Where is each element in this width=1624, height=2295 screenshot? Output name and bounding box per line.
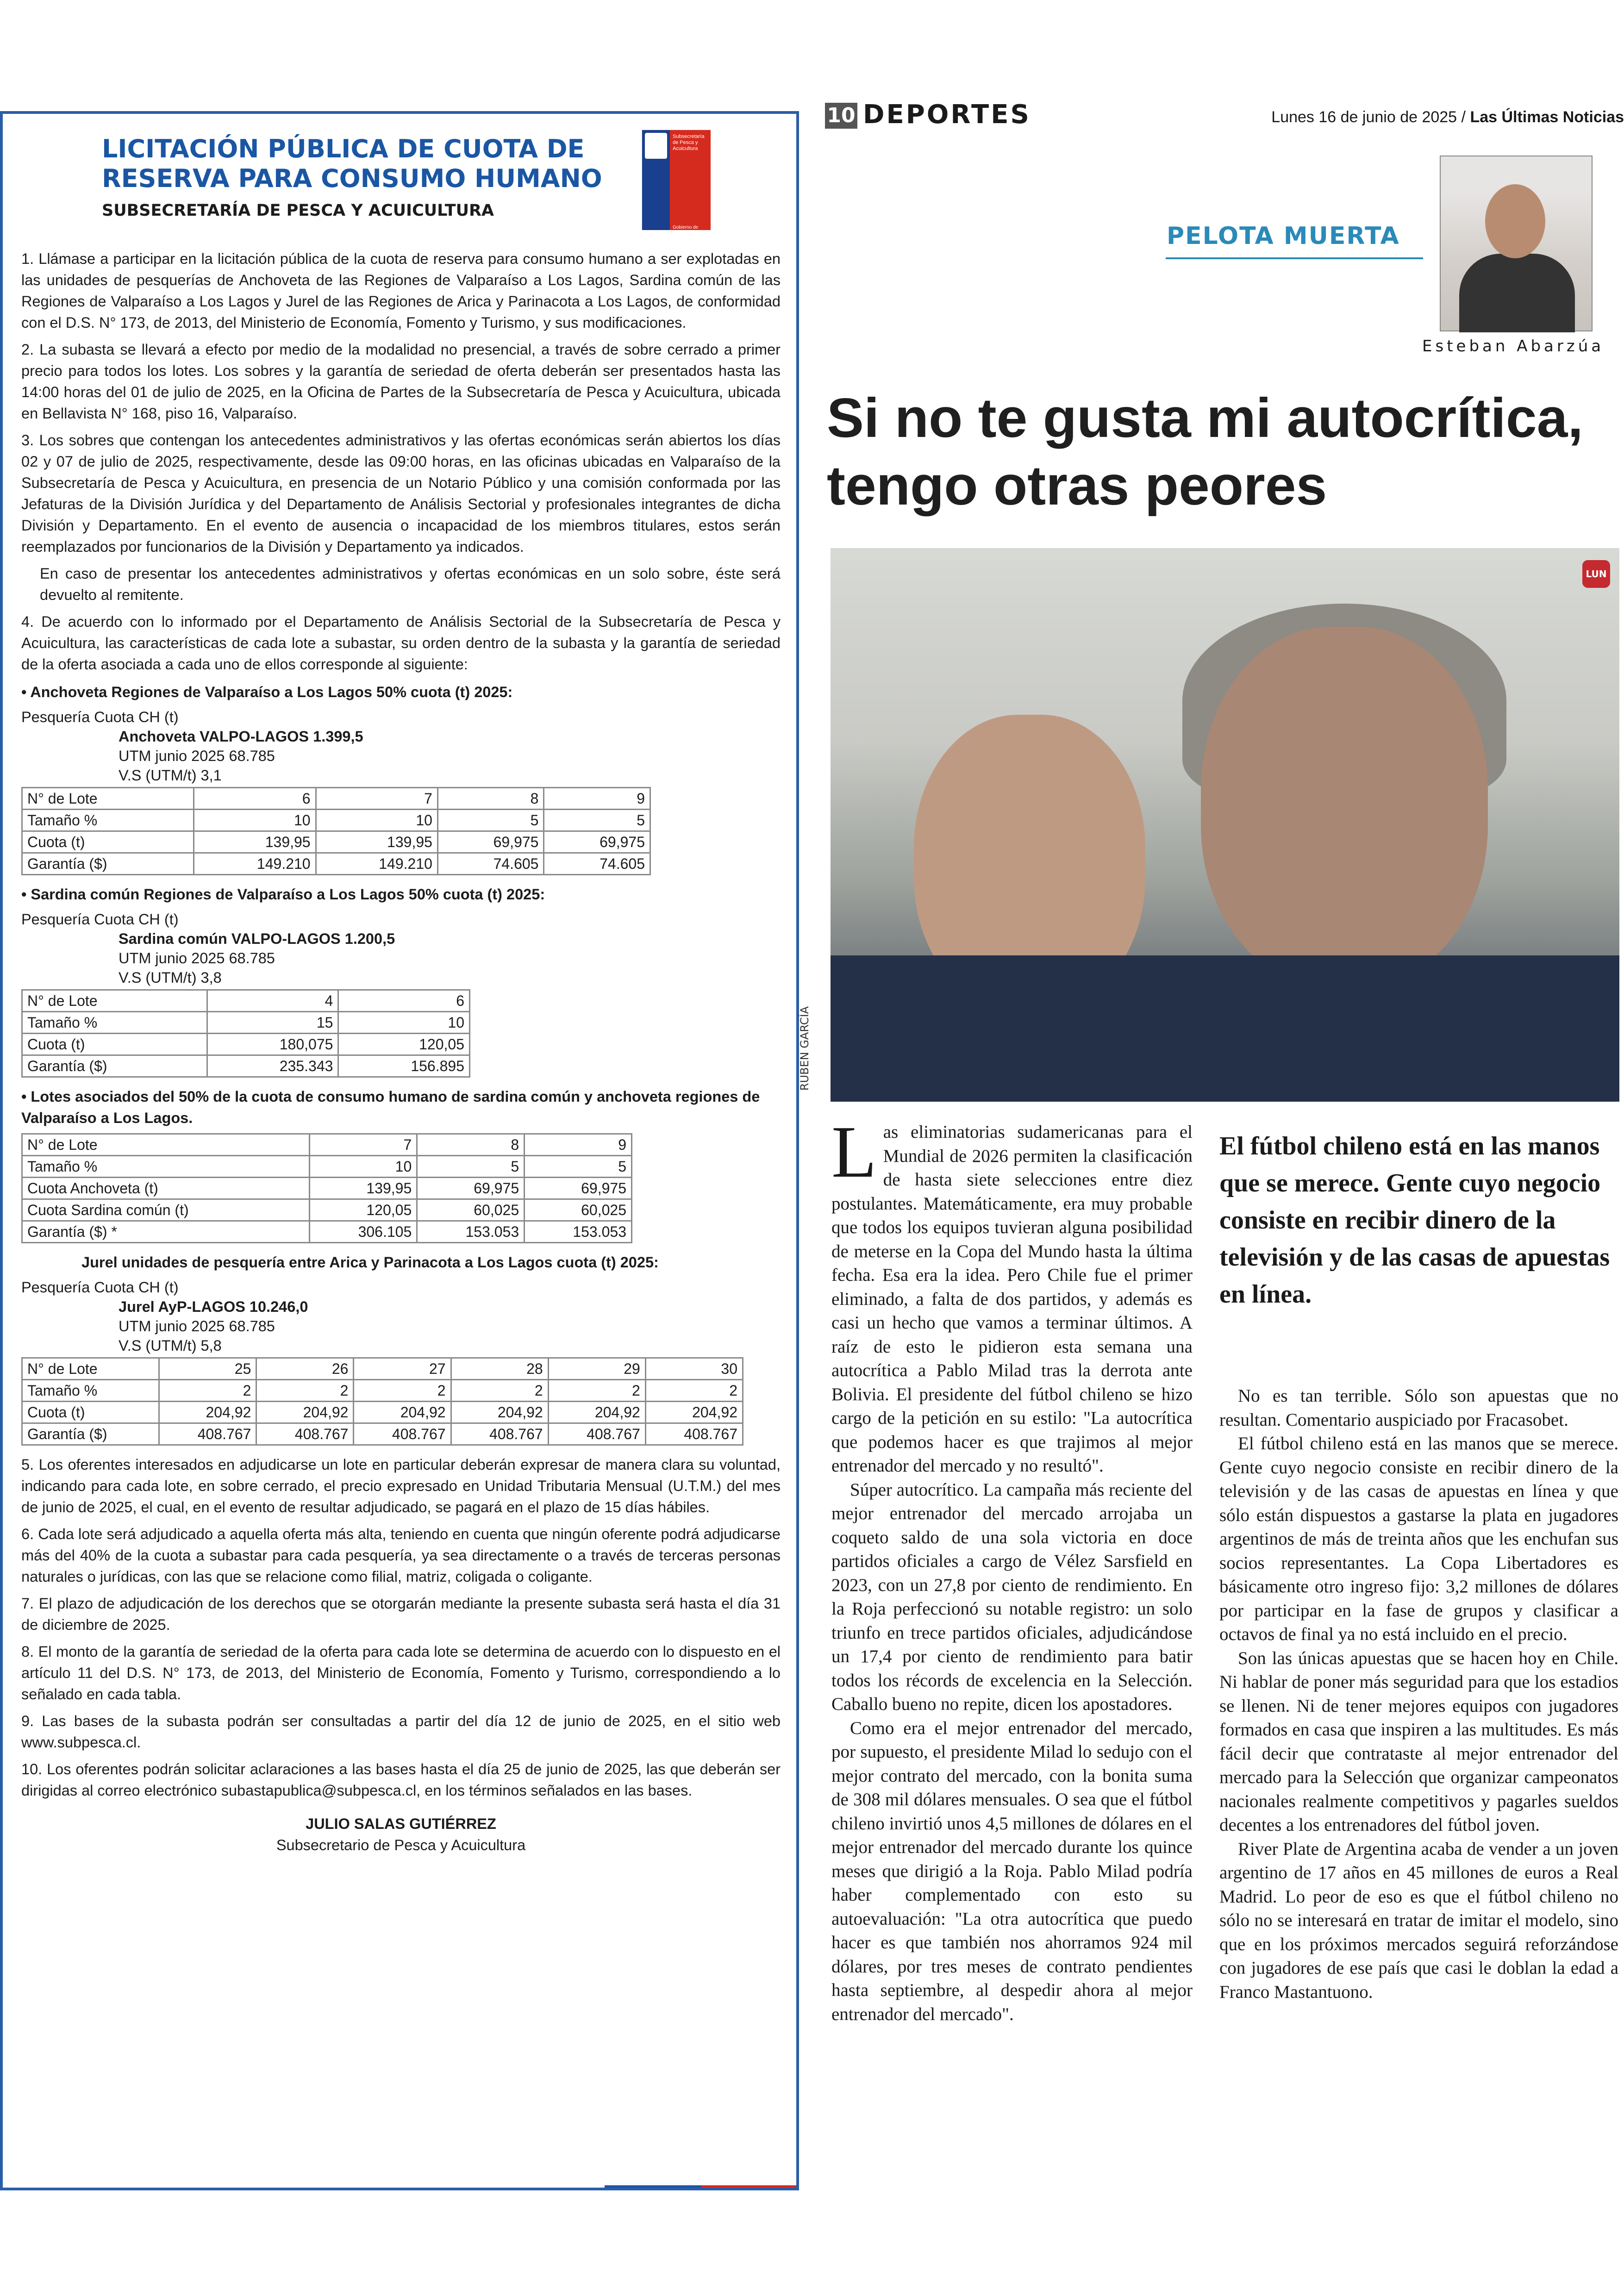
date-text: Lunes 16 de junio de 2025 /: [1271, 108, 1470, 126]
clause-10: 10. Los oferentes podrán solicitar aclaraciones a las bases hasta el día 25 de junio de 2025, las que deberán ser dirigidas al correo electrónico subastapublica@subpesca.cl, en los términos señalados en las bases.: [21, 1761, 781, 1799]
photo-figure: [1201, 627, 1488, 988]
row-label: N° de Lote: [22, 990, 207, 1012]
portrait-body: [1459, 254, 1575, 332]
headline-line2: tengo otras peores: [827, 455, 1327, 517]
info-line: Anchoveta VALPO-LAGOS 1.399,5: [119, 728, 363, 745]
table-row: [22, 1402, 743, 1423]
table-cell: 74.605: [544, 853, 650, 875]
notice-title-line1: LICITACIÓN PÚBLICA DE CUOTA DE: [102, 134, 585, 163]
section-name: DEPORTES: [863, 100, 1031, 130]
public-tender-notice: [0, 111, 799, 2190]
info-line: UTM junio 2025 68.785: [119, 1318, 275, 1335]
table-row: [22, 1055, 470, 1077]
table-cell: 15: [207, 1012, 338, 1034]
table-cell: 2: [256, 1380, 354, 1402]
clause-5: 5. Los oferentes interesados en adjudicarse un lote en particular deberán expresar de manera clara su voluntad, indicando para cada lote, en sobre cerrado, el precio expresado en Unidad Tributaria Mensual (U.T.M.) del mes de junio de 2025, el cual, en el evento de resultar adjudicado, se pagará en el plazo de 15 días hábiles.: [21, 1456, 781, 1515]
sardina-lots-table: [21, 989, 470, 1078]
table-row: [22, 853, 650, 875]
table-cell: 5: [544, 810, 650, 831]
portrait-face: [1485, 184, 1545, 258]
info-line: Jurel AyP-LAGOS 10.246,0: [119, 1298, 308, 1315]
row-label: Tamaño %: [22, 1012, 207, 1034]
table-cell: 8: [417, 1134, 525, 1156]
info-line: Pesquería Cuota CH (t): [21, 709, 179, 725]
table-cell: 204,92: [548, 1402, 645, 1423]
sardina-heading: • Sardina común Regiones de Valparaíso a Los Lagos 50% cuota (t) 2025:: [21, 886, 545, 903]
table-row: [22, 1221, 632, 1243]
row-label: Tamaño %: [22, 1380, 159, 1402]
article-paragraph: [831, 1110, 1193, 1478]
jurel-lots-table: [21, 1357, 743, 1446]
clause-3b: En caso de presentar los antecedentes administrativos y ofertas económicas en un solo sobre, éste será devuelto al remitente.: [40, 565, 781, 603]
table-cell: 69,975: [525, 1178, 632, 1199]
info-line: UTM junio 2025 68.785: [119, 950, 275, 967]
row-label: Tamaño %: [22, 810, 194, 831]
table-cell: 408.767: [256, 1423, 354, 1445]
table-cell: 120,05: [338, 1034, 470, 1055]
table-cell: 153.053: [525, 1221, 632, 1243]
clause-1: 1. Llámase a participar en la licitación pública de la cuota de reserva para consumo humano a ser explotadas en las unidades de pesquerías de Anchoveta de las Regiones de Valparaíso a Los Lagos, Sardina común de las Regiones de Valparaíso a Los Lagos y Jurel de las Regiones de Arica y Parinacota a Los Lagos, de conformidad con el D.S. N° 173, de 2013, del Ministerio de Economía, Fomento y Turismo, y sus modificaciones.: [21, 250, 781, 331]
logo-text: Subsecretaría de Pesca y Acuicultura: [673, 134, 705, 151]
sardina-info: [21, 910, 781, 987]
info-line: V.S (UTM/t) 3,1: [119, 767, 222, 784]
table-cell: 6: [194, 788, 316, 810]
table-row: [22, 1358, 743, 1380]
row-label: Cuota Anchoveta (t): [22, 1178, 310, 1199]
clause-2: 2. La subasta se llevará a efecto por medio de la modalidad no presencial, a través de sobre cerrado a primer precio para todos los lotes. Los sobres y la garantía de seriedad de oferta deberán ser presentados hasta las 14:00 horas del 01 de julio de 2025, en la Oficina de Partes de la Subsecretaría de Pesca y Acuicultura, ubicada en Bellavista N° 168, piso 16, Valparaíso.: [21, 341, 781, 422]
notice-subtitle: SUBSECRETARÍA DE PESCA Y ACUICULTURA: [102, 201, 494, 220]
table-cell: 69,975: [437, 831, 544, 853]
table-cell: 8: [437, 788, 544, 810]
logo-bottom-text: Gobierno de Chile: [673, 225, 699, 251]
notice-body: [21, 248, 781, 1856]
table-cell: 139,95: [316, 831, 437, 853]
table-cell: 60,025: [417, 1199, 525, 1221]
row-label: Cuota (t): [22, 1034, 207, 1055]
article-paragraph: Súper autocrítico. La campaña más reciente del mejor entrenador del mercado arrojaba un coqueto saldo de una sola victoria en doce partidos oficiales a cargo de Vélez Sarsfield en 2023, con un 27,8 por ciento de rendimiento. En la Roja perfeccionó su notable registro: un solo triunfo en trece partidos oficiales, adjudicándose un 17,4 por ciento de rendimiento para batir todos los récords de excelencia en la Selección. Caballo bueno no repite, dicen los apostadores.: [831, 1479, 1193, 1714]
table-cell: 10: [310, 1156, 417, 1178]
info-line: Pesquería Cuota CH (t): [21, 911, 179, 928]
table-cell: 2: [354, 1380, 451, 1402]
row-label: Garantía ($) *: [22, 1221, 310, 1243]
table-cell: 5: [437, 810, 544, 831]
issue-date: [1271, 108, 1624, 126]
table-row: [22, 1034, 470, 1055]
table-cell: 204,92: [645, 1402, 743, 1423]
table-cell: 204,92: [451, 1402, 548, 1423]
table-cell: 74.605: [437, 853, 544, 875]
table-cell: 7: [316, 788, 437, 810]
notice-title-line2: RESERVA PARA CONSUMO HUMANO: [102, 164, 602, 193]
table-cell: 6: [338, 990, 470, 1012]
lun-badge: LUN: [1582, 560, 1610, 588]
newspaper-name: Las Últimas Noticias: [1470, 108, 1624, 126]
info-line: Sardina común VALPO-LAGOS 1.200,5: [119, 930, 395, 947]
article-paragraph: River Plate de Argentina acaba de vender a un joven argentino de 17 años en 45 millones de euros a Real Madrid. Lo peor de eso es que el fútbol chileno no sólo no se interesará en tratar de imitar el modelo, sino que en los próximos mercados seguirá reforzándose con jugadores de ese país que casi le doblan la edad a Franco Mastantuono.: [1219, 1839, 1618, 2002]
row-label: N° de Lote: [22, 788, 194, 810]
anchoveta-info: [21, 707, 781, 785]
jurel-heading: Jurel unidades de pesquería entre Arica y Parinacota a Los Lagos cuota (t) 2025:: [81, 1254, 659, 1271]
article-column-2: [1219, 1384, 1618, 2004]
table-cell: 4: [207, 990, 338, 1012]
table-cell: 27: [354, 1358, 451, 1380]
table-row: [22, 788, 650, 810]
article-paragraph: El fútbol chileno está en las manos que se merece. Gente cuyo negocio consiste en recibir dinero de la televisión y de las casas de apuestas en línea y que sólo están dispuestos a gastarse la plata en jugadores argentinos de más de treinta años que les enchufan sus socios representantes. La Copa Libertadores es básicamente otro ingreso fijo: 3,2 millones de dólares por participar en la fase de grupos y clasificar a octavos de final ya no está incluido en el precio.: [1219, 1434, 1618, 1644]
table-cell: 10: [316, 810, 437, 831]
table-cell: 408.767: [451, 1423, 548, 1445]
table-cell: 120,05: [310, 1199, 417, 1221]
column-name: PELOTA MUERTA: [1167, 222, 1400, 250]
table-cell: 408.767: [354, 1423, 451, 1445]
page-header: [825, 101, 1624, 131]
table-cell: 153.053: [417, 1221, 525, 1243]
table-cell: 204,92: [256, 1402, 354, 1423]
table-cell: 2: [159, 1380, 256, 1402]
associated-lots-heading: • Lotes asociados del 50% de la cuota de consumo humano de sardina común y anchoveta regiones de Valparaíso a Los Lagos.: [21, 1088, 760, 1126]
author-portrait: [1440, 156, 1593, 331]
clause-3: 3. Los sobres que contengan los antecedentes administrativos y las ofertas económicas serán abiertos los días 02 y 07 de julio de 2025, respectivamente, desde las 09:00 horas, en las oficinas ubicadas en Valparaíso de la Subsecretaría de Pesca y Acuicultura, en presencia de un Notario Público y una comisión conformada por las Jefaturas de la División Jurídica y del Departamento de Análisis Sectorial y profesionales integrantes de dicha División y Departamento. En el evento de ausencia o incapacidad de los miembros titulares, estos serán reemplazados por funcionarios de la División y Departamento ya indicados.: [21, 432, 781, 555]
info-line: V.S (UTM/t) 5,8: [119, 1337, 222, 1354]
table-cell: 69,975: [417, 1178, 525, 1199]
info-line: V.S (UTM/t) 3,8: [119, 969, 222, 986]
table-cell: 25: [159, 1358, 256, 1380]
table-row: [22, 990, 470, 1012]
table-cell: 5: [417, 1156, 525, 1178]
row-label: Cuota (t): [22, 1402, 159, 1423]
table-row: [22, 1134, 632, 1156]
clause-9: 9. Las bases de la subasta podrán ser consultadas a partir del día 12 de junio de 2025, en el sitio web www.subpesca.cl.: [21, 1713, 781, 1751]
clause-7: 7. El plazo de adjudicación de los derechos que se otorgarán mediante la presente subasta será hasta el día 31 de diciembre de 2025.: [21, 1595, 781, 1633]
info-line: UTM junio 2025 68.785: [119, 748, 275, 764]
table-row: [22, 1199, 632, 1221]
anchoveta-heading: • Anchoveta Regiones de Valparaíso a Los Lagos 50% cuota (t) 2025:: [21, 684, 513, 700]
info-line: Pesquería Cuota CH (t): [21, 1279, 179, 1296]
column-rule: [1166, 257, 1423, 259]
table-row: [22, 1156, 632, 1178]
anchoveta-lots-table: [21, 787, 651, 875]
clause-8: 8. El monto de la garantía de seriedad de la oferta para cada lote se determina de acuerdo con lo dispuesto en el artículo 11 del D.S. N° 173, de 2013, del Ministerio de Economía, Fomento y Turismo, correspondiendo a lo señalado en cada tabla.: [21, 1643, 781, 1703]
table-cell: 149.210: [194, 853, 316, 875]
table-cell: 204,92: [159, 1402, 256, 1423]
table-cell: 9: [544, 788, 650, 810]
row-label: N° de Lote: [22, 1134, 310, 1156]
table-row: [22, 831, 650, 853]
row-label: Cuota Sardina común (t): [22, 1199, 310, 1221]
row-label: N° de Lote: [22, 1358, 159, 1380]
page-number: 10: [825, 103, 857, 129]
article-paragraph: Son las únicas apuestas que se hacen hoy en Chile. Ni hablar de poner más seguridad para que los estadios se llenen. Ni de tener mejores equipos con jugadores formados en casa que inspiren a las multitudes. Es más fácil decir que contrataste al mejor entrenador del mercado para la Selección que organizar campeonatos nacionales realmente competitivos y pagarles sueldos decentes a los entrenadores del fútbol joven.: [1219, 1648, 1618, 1835]
row-label: Tamaño %: [22, 1156, 310, 1178]
table-cell: 9: [525, 1134, 632, 1156]
table-cell: 408.767: [548, 1423, 645, 1445]
table-cell: 5: [525, 1156, 632, 1178]
article-photo: [831, 548, 1619, 1102]
author-name: Esteban Abarzúa: [1422, 337, 1605, 355]
table-row: [22, 810, 650, 831]
table-cell: 29: [548, 1358, 645, 1380]
table-cell: 408.767: [159, 1423, 256, 1445]
subpesca-logo: [642, 130, 710, 251]
table-cell: 149.210: [316, 853, 437, 875]
footer-stripe: [605, 2185, 799, 2190]
table-cell: 2: [451, 1380, 548, 1402]
article-paragraph: Como era el mejor entrenador del mercado, por supuesto, el presidente Milad lo sedujo con el mejor contrato del mercado, con la bonita suma de 308 mil dólares mensuales. O sea que el fútbol chileno invirtió unos 4,5 millones de dólares en el mejor entrenador del mercado durante los quince meses que dirigió a la Roja. Pablo Milad podría haber complementado con esto su autoevaluación: "La otra autocrítica que puedo hacer es que también nos ahorramos 924 mil dólares, por tres meses de contrato pendientes hasta septiembre, al despedir ahora al mejor entrenador del mercado".: [831, 1718, 1193, 2024]
row-label: Cuota (t): [22, 831, 194, 853]
row-label: Garantía ($): [22, 1055, 207, 1077]
clause-4: 4. De acuerdo con lo informado por el Departamento de Análisis Sectorial de la Subsecretaría de Pesca y Acuicultura, las características de cada lote a subastar, su orden dentro de la subasta y la garantía de seriedad de la oferta asociada a cada uno de ellos corresponde al siguiente:: [21, 613, 781, 673]
notice-title: [102, 134, 602, 193]
table-cell: 60,025: [525, 1199, 632, 1221]
table-cell: 139,95: [194, 831, 316, 853]
clause-6: 6. Cada lote será adjudicado a aquella oferta más alta, teniendo en cuenta que ningún oferente podrá adjudicarse más del 40% de la cuota a subastar para cada pesquería, ya sea directamente o a través de terceras personas naturales o jurídicas, con las que se relacione como filial, matriz, coligada o coligante.: [21, 1526, 781, 1585]
table-cell: 2: [645, 1380, 743, 1402]
photo-jackets: [831, 955, 1619, 1102]
pull-quote: El fútbol chileno está en las manos que se merece. Gente cuyo negocio consiste en recibir dinero de la televisión y de las casas de apuestas en línea.: [1219, 1132, 1610, 1309]
headline: [827, 384, 1618, 519]
article-column-1: [831, 1110, 1193, 2026]
associated-lots-table: [21, 1133, 632, 1243]
signer-name: JULIO SALAS GUTIÉRREZ: [306, 1815, 496, 1832]
coat-of-arms-icon: [645, 133, 667, 159]
signer-title: Subsecretario de Pesca y Acuicultura: [276, 1837, 526, 1853]
article-paragraph: No es tan terrible. Sólo son apuestas que no resultan. Comentario auspiciado por Fracasobet.: [1219, 1386, 1618, 1430]
table-cell: 2: [548, 1380, 645, 1402]
table-row: [22, 1012, 470, 1034]
paragraph-text: as eliminatorias sudamericanas para el Mundial de 2026 permiten la clasificación de hasta siete selecciones entre diez postulantes. Matemáticamente, era muy probable que todos los equipos tuvieran alguna posibilidad de meterse en la Copa del Mundo hasta la última fecha. Esa era la idea. Pero Chile fue el primer eliminado, a falta de dos partidos, y además es casi un hecho que vamos a terminar últimos. A raíz de esto le pidieron esta semana una autocrítica a Pablo Milad tras la derrota ante Bolivia. El presidente del fútbol chileno se hizo cargo de la petición en su estilo: "La autocrítica que podemos hacer es que trajimos al mejor entrenador del mercado y no resultó".: [831, 1122, 1193, 1476]
table-cell: 408.767: [645, 1423, 743, 1445]
jurel-info: [21, 1278, 781, 1355]
table-cell: 10: [338, 1012, 470, 1034]
row-label: Garantía ($): [22, 853, 194, 875]
table-cell: 139,95: [310, 1178, 417, 1199]
table-cell: 69,975: [544, 831, 650, 853]
drop-cap: L: [831, 1110, 877, 1193]
headline-line1: Si no te gusta mi autocrítica,: [827, 387, 1583, 449]
table-cell: 30: [645, 1358, 743, 1380]
table-cell: 235.343: [207, 1055, 338, 1077]
photo-credit: RUBEN GARCÍA: [798, 1006, 811, 1091]
table-cell: 10: [194, 810, 316, 831]
table-cell: 204,92: [354, 1402, 451, 1423]
table-cell: 180,075: [207, 1034, 338, 1055]
table-cell: 26: [256, 1358, 354, 1380]
table-cell: 306.105: [310, 1221, 417, 1243]
row-label: Garantía ($): [22, 1423, 159, 1445]
table-cell: 156.895: [338, 1055, 470, 1077]
table-row: [22, 1423, 743, 1445]
table-row: [22, 1178, 632, 1199]
table-cell: 28: [451, 1358, 548, 1380]
table-cell: 7: [310, 1134, 417, 1156]
table-row: [22, 1380, 743, 1402]
